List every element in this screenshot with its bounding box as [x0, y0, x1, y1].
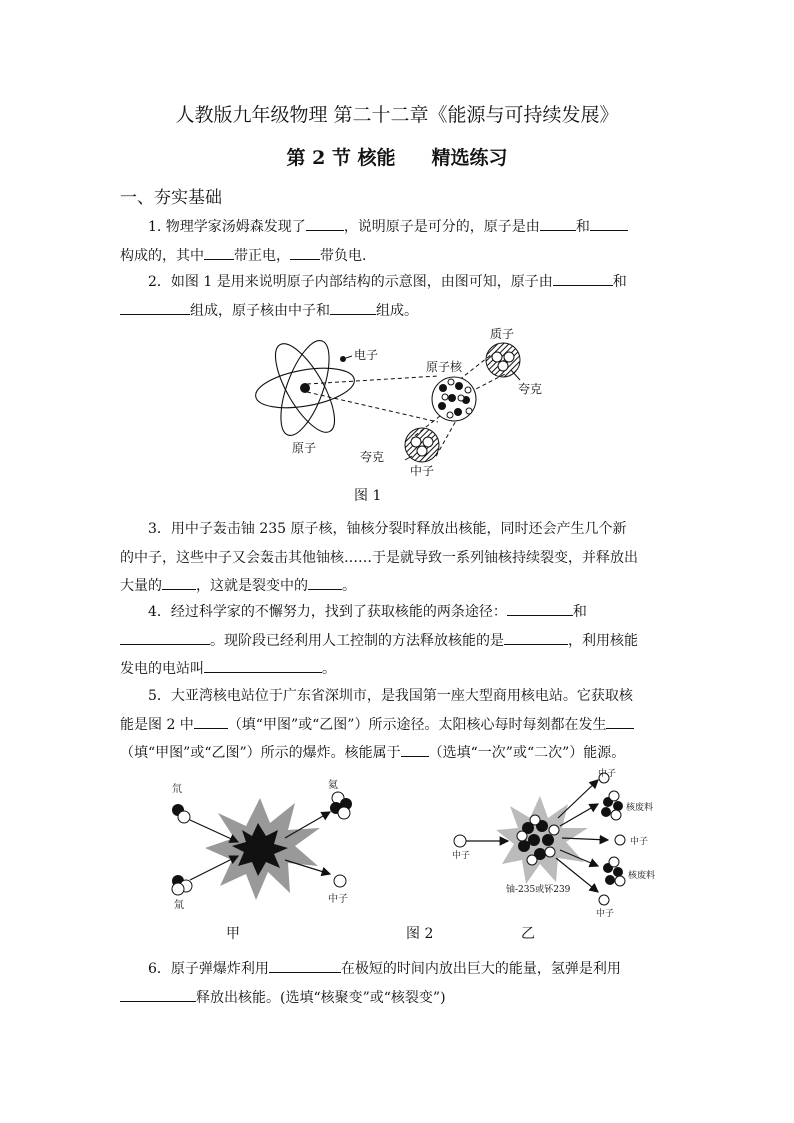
- label-proton: 质子: [490, 327, 515, 341]
- question-1: 1. 物理学家汤姆森发现了 ，说明原子是可分的，原子是由 和构成的，其中 带正电， 带负电．: [120, 213, 640, 270]
- blank[interactable]: [162, 575, 196, 590]
- label-neutron-bottom: 中子: [596, 909, 615, 918]
- section-subtitle: [0, 143, 794, 170]
- section-heading: 一、夯实基础: [120, 188, 222, 208]
- figure-2-caption: 图 2: [406, 926, 434, 942]
- label-tritium: 氚: [174, 900, 184, 911]
- label-electron: 电子: [354, 348, 379, 362]
- blank[interactable]: [194, 714, 228, 729]
- blank[interactable]: [606, 714, 634, 729]
- blank[interactable]: [306, 216, 344, 231]
- blank[interactable]: [540, 216, 576, 231]
- label-fusion-neutron: 中子: [328, 894, 348, 905]
- label-helium: 氦: [328, 780, 338, 791]
- blank[interactable]: [204, 658, 322, 673]
- document-title: 人教版九年级物理 第二十二章《能源与可持续发展》: [175, 104, 619, 126]
- figure-2-right-caption: 乙: [521, 926, 535, 942]
- figure-2-left-caption: 甲: [226, 926, 240, 942]
- label-waste-bottom: 核废料: [628, 871, 656, 881]
- question-2: 2．如图 1 是用来说明原子内部结构的示意图，由图可知，原子由 和组成，原子核由中子和 组成。: [120, 268, 640, 325]
- figure-1-atom-diagram: [240, 318, 560, 480]
- subtitle-exercise: 精选练习: [431, 147, 508, 169]
- label-quark-left: 夸克: [360, 450, 385, 464]
- blank[interactable]: [120, 630, 210, 645]
- blank[interactable]: [553, 271, 613, 286]
- label-fuel: 铀-235或钚239: [506, 885, 571, 895]
- label-neutron-mid: 中子: [630, 837, 649, 847]
- subtitle-lesson: 第 2 节 核能: [286, 147, 396, 169]
- question-3: 3．用中子轰击铀 235 原子核，铀核分裂时释放出核能，同时还会产生几个新的中子，这些中子又会轰击其他铀核……于是就导致一系列铀核持续裂变，并释放出大量的 ，这就是裂变中的 。: [120, 521, 638, 594]
- figure-2-fission-diagram: [448, 768, 674, 918]
- blank[interactable]: [269, 958, 341, 973]
- blank[interactable]: [401, 742, 429, 757]
- label-quark-right: 夸克: [518, 382, 543, 396]
- figure-1-caption: 图 1: [354, 488, 382, 504]
- blank[interactable]: [120, 300, 190, 315]
- label-neutron: 中子: [410, 464, 435, 478]
- label-waste-top: 核废料: [626, 803, 654, 813]
- label-neutron-top: 中子: [598, 769, 617, 779]
- question-5: 5．大亚湾核电站位于广东省深圳市，是我国第一座大型商用核电站。它获取核能是图 2 中 （填“甲图”或“乙图”）所示途径。太阳核心每时每刻都在发生（填“甲图”或“乙图”）所示的爆炸。核能属于 （选填“一次”或“二次”）能源。: [120, 688, 633, 761]
- blank[interactable]: [590, 216, 628, 231]
- label-nucleus: 原子核: [426, 360, 463, 374]
- blank[interactable]: [120, 987, 196, 1002]
- blank[interactable]: [204, 245, 234, 260]
- figure-2-fusion-diagram: [150, 768, 370, 918]
- blank[interactable]: [308, 575, 342, 590]
- blank[interactable]: [290, 245, 320, 260]
- blank[interactable]: [330, 300, 376, 315]
- label-deuterium: 氘: [172, 784, 182, 795]
- label-neutron-in: 中子: [452, 851, 471, 861]
- label-atom: 原子: [292, 441, 317, 455]
- question-4: 4．经过科学家的不懈努力，找到了获取核能的两条途径： 和。现阶段已经利用人工控制的方法释放核能的是 ，利用核能发电的电站叫 。: [120, 598, 640, 684]
- question-6: 6．原子弹爆炸利用 在极短的时间内放出巨大的能量，氢弹是利用释放出核能。(选填“核聚变”或“核裂变”): [120, 955, 640, 1012]
- blank[interactable]: [504, 630, 568, 645]
- blank[interactable]: [507, 601, 573, 616]
